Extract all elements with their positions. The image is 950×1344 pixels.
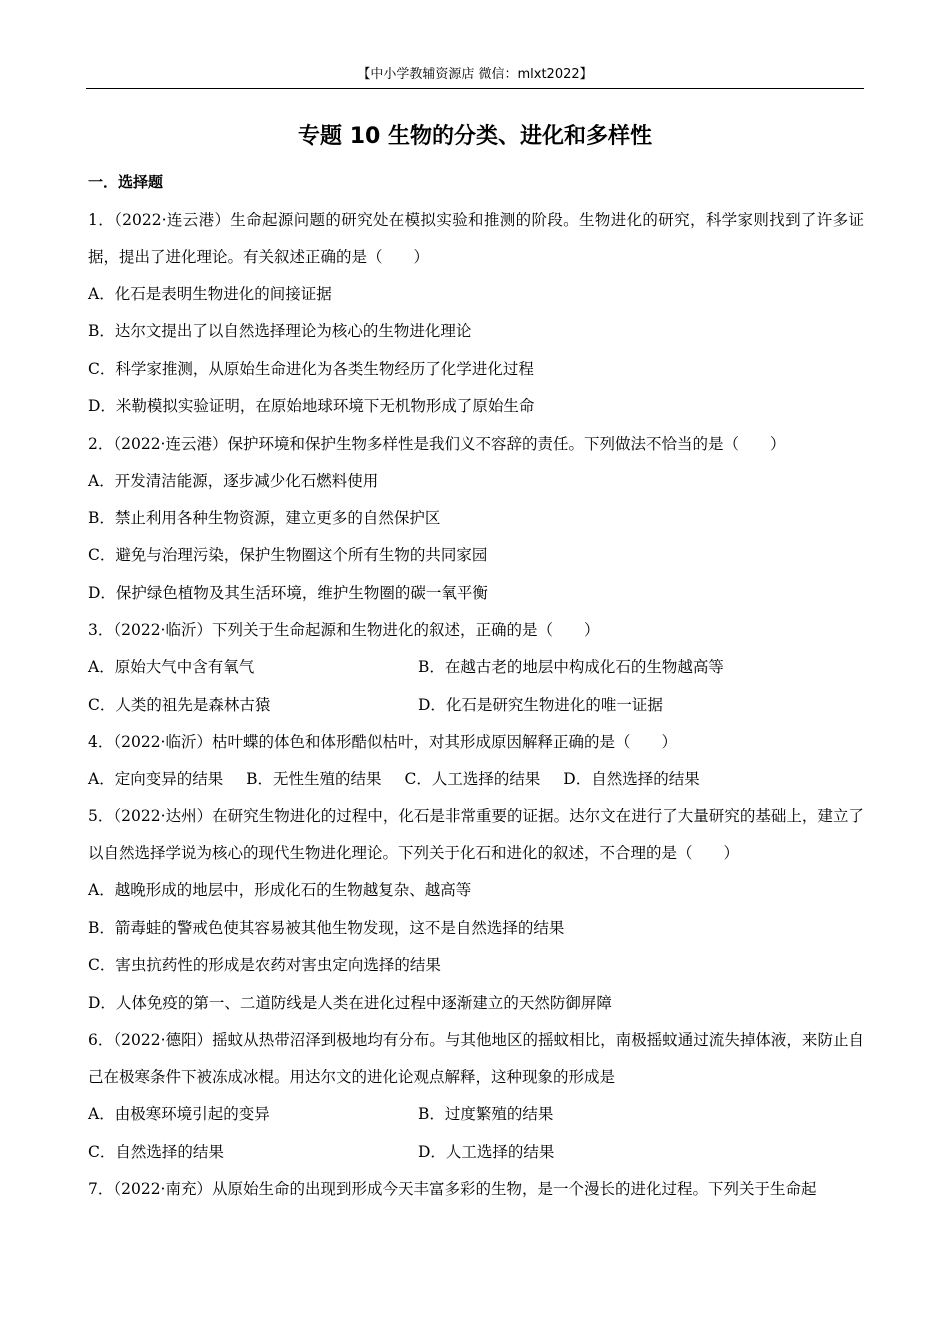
option-d: D．人体免疫的第一、二道防线是人类在进化过程中逐渐建立的天然防御屏障 <box>88 993 612 1012</box>
option-b: B．禁止利用各种生物资源，建立更多的自然保护区 <box>88 509 441 528</box>
option-b: B．箭毒蛙的警戒色使其容易被其他生物发现，这不是自然选择的结果 <box>88 918 565 937</box>
option-a: A．化石是表明生物进化的间接证据 <box>88 285 332 303</box>
option-b: B．达尔文提出了以自然选择理论为核心的生物进化理论 <box>88 322 472 341</box>
option-a: A．定向变异的结果 <box>88 770 224 789</box>
option-a: A．由极寒环境引起的变异 <box>88 1105 270 1124</box>
option-row <box>88 761 864 798</box>
option-a: A．越晚形成的地层中，形成化石的生物越复杂、越高等 <box>88 881 472 900</box>
option-a: A．原始大气中含有氧气 <box>88 658 255 677</box>
page-title: 专题 10 生物的分类、进化和多样性 <box>298 124 652 149</box>
option-row <box>88 649 864 686</box>
option-d: D．化石是研究生物进化的唯一证据 <box>418 695 663 714</box>
option-row <box>88 1134 864 1171</box>
question-6 <box>88 1022 864 1171</box>
question-list <box>88 202 864 1208</box>
option-c: C．人类的祖先是森林古猿 <box>88 695 271 714</box>
page-header: 【中小学教辅资源店 微信：mlxt2022】 <box>86 62 864 89</box>
option-d: D．人工选择的结果 <box>418 1142 555 1161</box>
question-stem: 7．（2022·南充）从原始生命的出现到形成今天丰富多彩的生物，是一个漫长的进化过程。下列关于生命起 <box>88 1179 817 1198</box>
question-7 <box>88 1171 864 1208</box>
option-d: D．米勒模拟实验证明，在原始地球环境下无机物形成了原始生命 <box>88 397 535 416</box>
question-stem: 4．（2022·临沂）枯叶蝶的体色和体形酷似枯叶，对其形成原因解释正确的是（ ） <box>88 733 677 752</box>
question-stem: 3．（2022·临沂）下列关于生命起源和生物进化的叙述，正确的是（ ） <box>88 621 600 640</box>
question-stem: 2．（2022·连云港）保护环境和保护生物多样性是我们义不容辞的责任。下列做法不恰当的是（ ） <box>88 434 786 453</box>
question-stem: 1．（2022·连云港）生命起源问题的研究处在模拟实验和推测的阶段。生物进化的研究，科学家则找到了许多证据，提出了进化理论。有关叙述正确的是（ ） <box>88 211 864 266</box>
question-stem: 5．（2022·达州）在研究生物进化的过程中，化石是非常重要的证据。达尔文在进行了大量研究的基础上，建立了以自然选择学说为核心的现代生物进化理论。下列关于化石和进化的叙述，不合理的是（ ） <box>88 807 864 863</box>
option-b: B．在越古老的地层中构成化石的生物越高等 <box>418 658 724 677</box>
question-5 <box>88 798 864 1022</box>
option-c: C．避免与治理污染，保护生物圈这个所有生物的共同家园 <box>88 546 488 565</box>
question-1 <box>88 202 864 426</box>
option-c: C．自然选择的结果 <box>88 1142 224 1161</box>
question-2 <box>88 426 864 613</box>
option-d: D．保护绿色植物及其生活环境，维护生物圈的碳一氧平衡 <box>88 583 488 602</box>
option-a: A．开发清洁能源，逐步减少化石燃料使用 <box>88 471 379 490</box>
option-row <box>88 1096 864 1133</box>
option-b: B．无性生殖的结果 <box>246 770 382 789</box>
option-d: D．自然选择的结果 <box>563 770 700 789</box>
section-heading: 一．选择题 <box>88 173 164 191</box>
option-b: B．过度繁殖的结果 <box>418 1105 554 1124</box>
option-c: C．人工选择的结果 <box>404 770 541 789</box>
question-stem: 6．（2022·德阳）摇蚊从热带沼泽到极地均有分布。与其他地区的摇蚊相比，南极摇蚊通过流失掉体液，来防止自己在极寒条件下被冻成冰棍。用达尔文的进化论观点解释，这种现象的形成是 <box>88 1031 864 1087</box>
option-row <box>88 687 864 724</box>
question-3 <box>88 612 864 724</box>
option-c: C．害虫抗药性的形成是农药对害虫定向选择的结果 <box>88 956 441 975</box>
question-4 <box>88 724 864 798</box>
option-c: C．科学家推测，从原始生命进化为各类生物经历了化学进化过程 <box>88 359 534 378</box>
